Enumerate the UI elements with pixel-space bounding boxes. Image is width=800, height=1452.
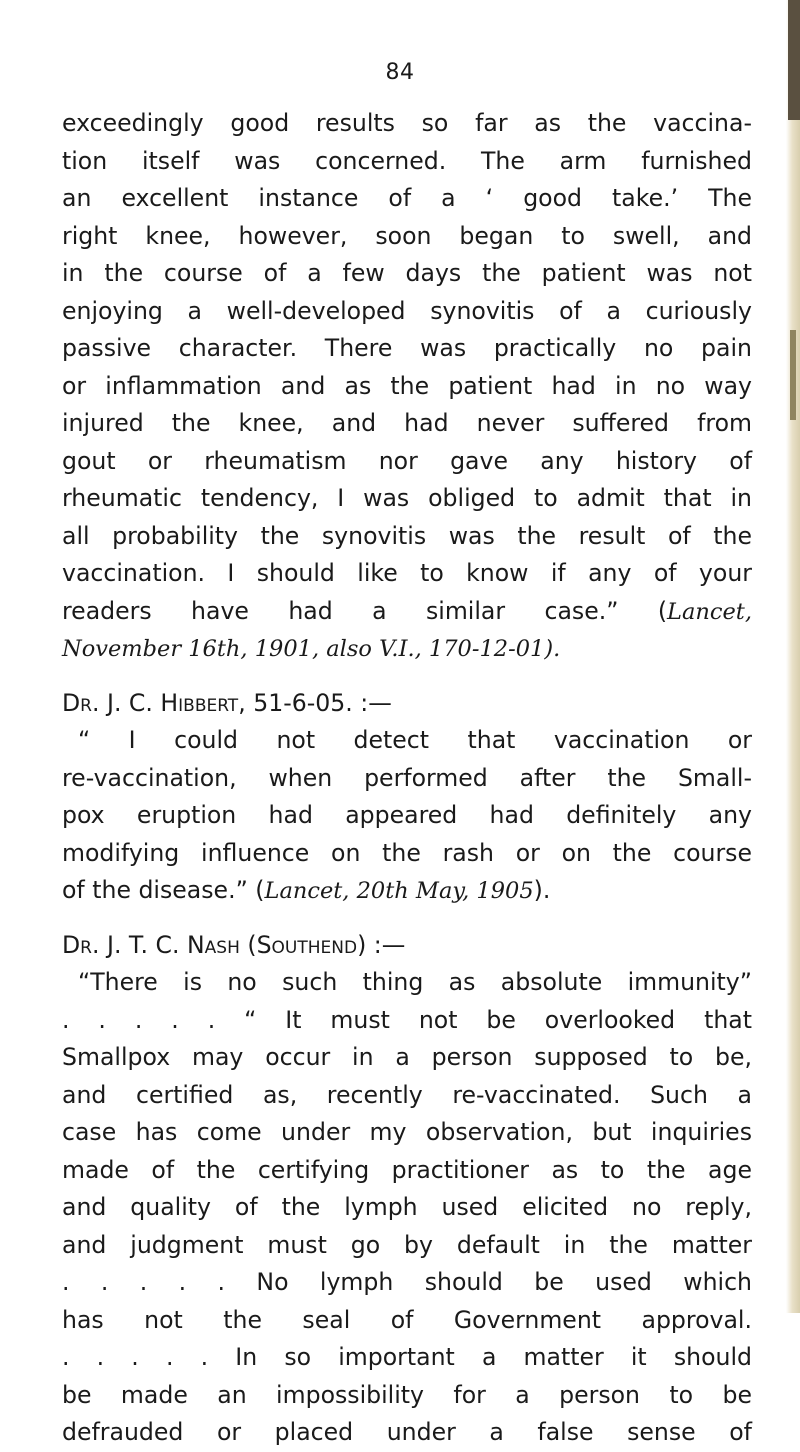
citation-text: Lancet, 20th May, 1905 bbox=[264, 878, 534, 904]
text-line: . . . . . “ It must not be overlooked that bbox=[62, 1005, 752, 1034]
text-fragment: ). bbox=[533, 876, 551, 904]
text-line: “ I could not detect that vaccination or bbox=[78, 726, 752, 754]
text-line: and certified as, recently re-vaccinated. Such a bbox=[62, 1080, 752, 1109]
text-line: be made an impossibility for a person to be bbox=[62, 1380, 752, 1409]
citation-text: November 16th, 1901, also V.I., 170-12-01). bbox=[62, 636, 561, 662]
text-line bbox=[62, 593, 752, 631]
author-name: Dr. J. C. Hibbert, bbox=[62, 688, 246, 717]
text-line: an excellent instance of a ‘ good take.’ The bbox=[62, 184, 752, 212]
text-line: pox eruption had appeared had definitely any bbox=[62, 801, 752, 829]
page-edge-mark bbox=[790, 330, 796, 420]
text-line: has not the seal of Government approval. bbox=[62, 1305, 752, 1334]
text-line: exceedingly good results so far as the vaccina- bbox=[62, 109, 752, 137]
text-line: and judgment must go by default in the matter bbox=[62, 1230, 752, 1259]
heading-tail: :— bbox=[366, 930, 406, 959]
text-line: modifying influence on the rash or on the course bbox=[62, 838, 752, 867]
text-line: gout or rheumatism nor gave any history of bbox=[62, 446, 752, 475]
text-line: re-vaccination, when performed after the Small- bbox=[62, 763, 752, 792]
text-line: . . . . . In so important a matter it should bbox=[62, 1343, 752, 1371]
text-line bbox=[62, 872, 752, 910]
text-line: “There is no such thing as absolute immunity” bbox=[78, 968, 752, 996]
page-edge-mark bbox=[788, 0, 800, 120]
text-fragment: readers have had a similar case.” ( bbox=[62, 596, 668, 625]
text-line: vaccination. I should like to know if any of your bbox=[62, 559, 752, 587]
page-number: 84 bbox=[385, 60, 415, 85]
text-line: case has come under my observation, but inquiries bbox=[62, 1118, 752, 1146]
body-text bbox=[62, 105, 752, 1452]
text-line: . . . . . No lymph should be used which bbox=[62, 1268, 752, 1296]
citation-text: Lancet, bbox=[667, 598, 752, 625]
text-line: made of the certifying practitioner as to the age bbox=[62, 1155, 752, 1184]
text-line: injured the knee, and had never suffered from bbox=[62, 409, 752, 437]
quote-heading bbox=[62, 685, 752, 723]
text-line: right knee, however, soon began to swell, and bbox=[62, 221, 752, 250]
citation-line bbox=[62, 630, 752, 668]
text-line: in the course of a few days the patient was not bbox=[62, 259, 752, 287]
text-line: passive character. There was practically no pain bbox=[62, 334, 752, 362]
text-fragment: of the disease.” ( bbox=[62, 876, 265, 904]
heading-date: 51-6-05. :— bbox=[245, 688, 392, 717]
text-line: rheumatic tendency, I was obliged to admit that in bbox=[62, 484, 752, 512]
page-edge-shadow bbox=[786, 0, 800, 1313]
text-line: Smallpox may occur in a person supposed to be, bbox=[62, 1043, 752, 1071]
author-name: Dr. J. T. C. Nash (Southend) bbox=[62, 930, 367, 959]
text-line: or inflammation and as the patient had in no way bbox=[62, 371, 752, 400]
text-line: and quality of the lymph used elicited no reply, bbox=[62, 1193, 752, 1221]
quote-heading bbox=[62, 927, 752, 965]
text-line: defrauded or placed under a false sense of bbox=[62, 1418, 752, 1446]
text-line: all probability the synovitis was the result of the bbox=[62, 521, 752, 550]
text-line: tion itself was concerned. The arm furnished bbox=[62, 146, 752, 175]
text-line: enjoying a well-developed synovitis of a curiously bbox=[62, 296, 752, 325]
